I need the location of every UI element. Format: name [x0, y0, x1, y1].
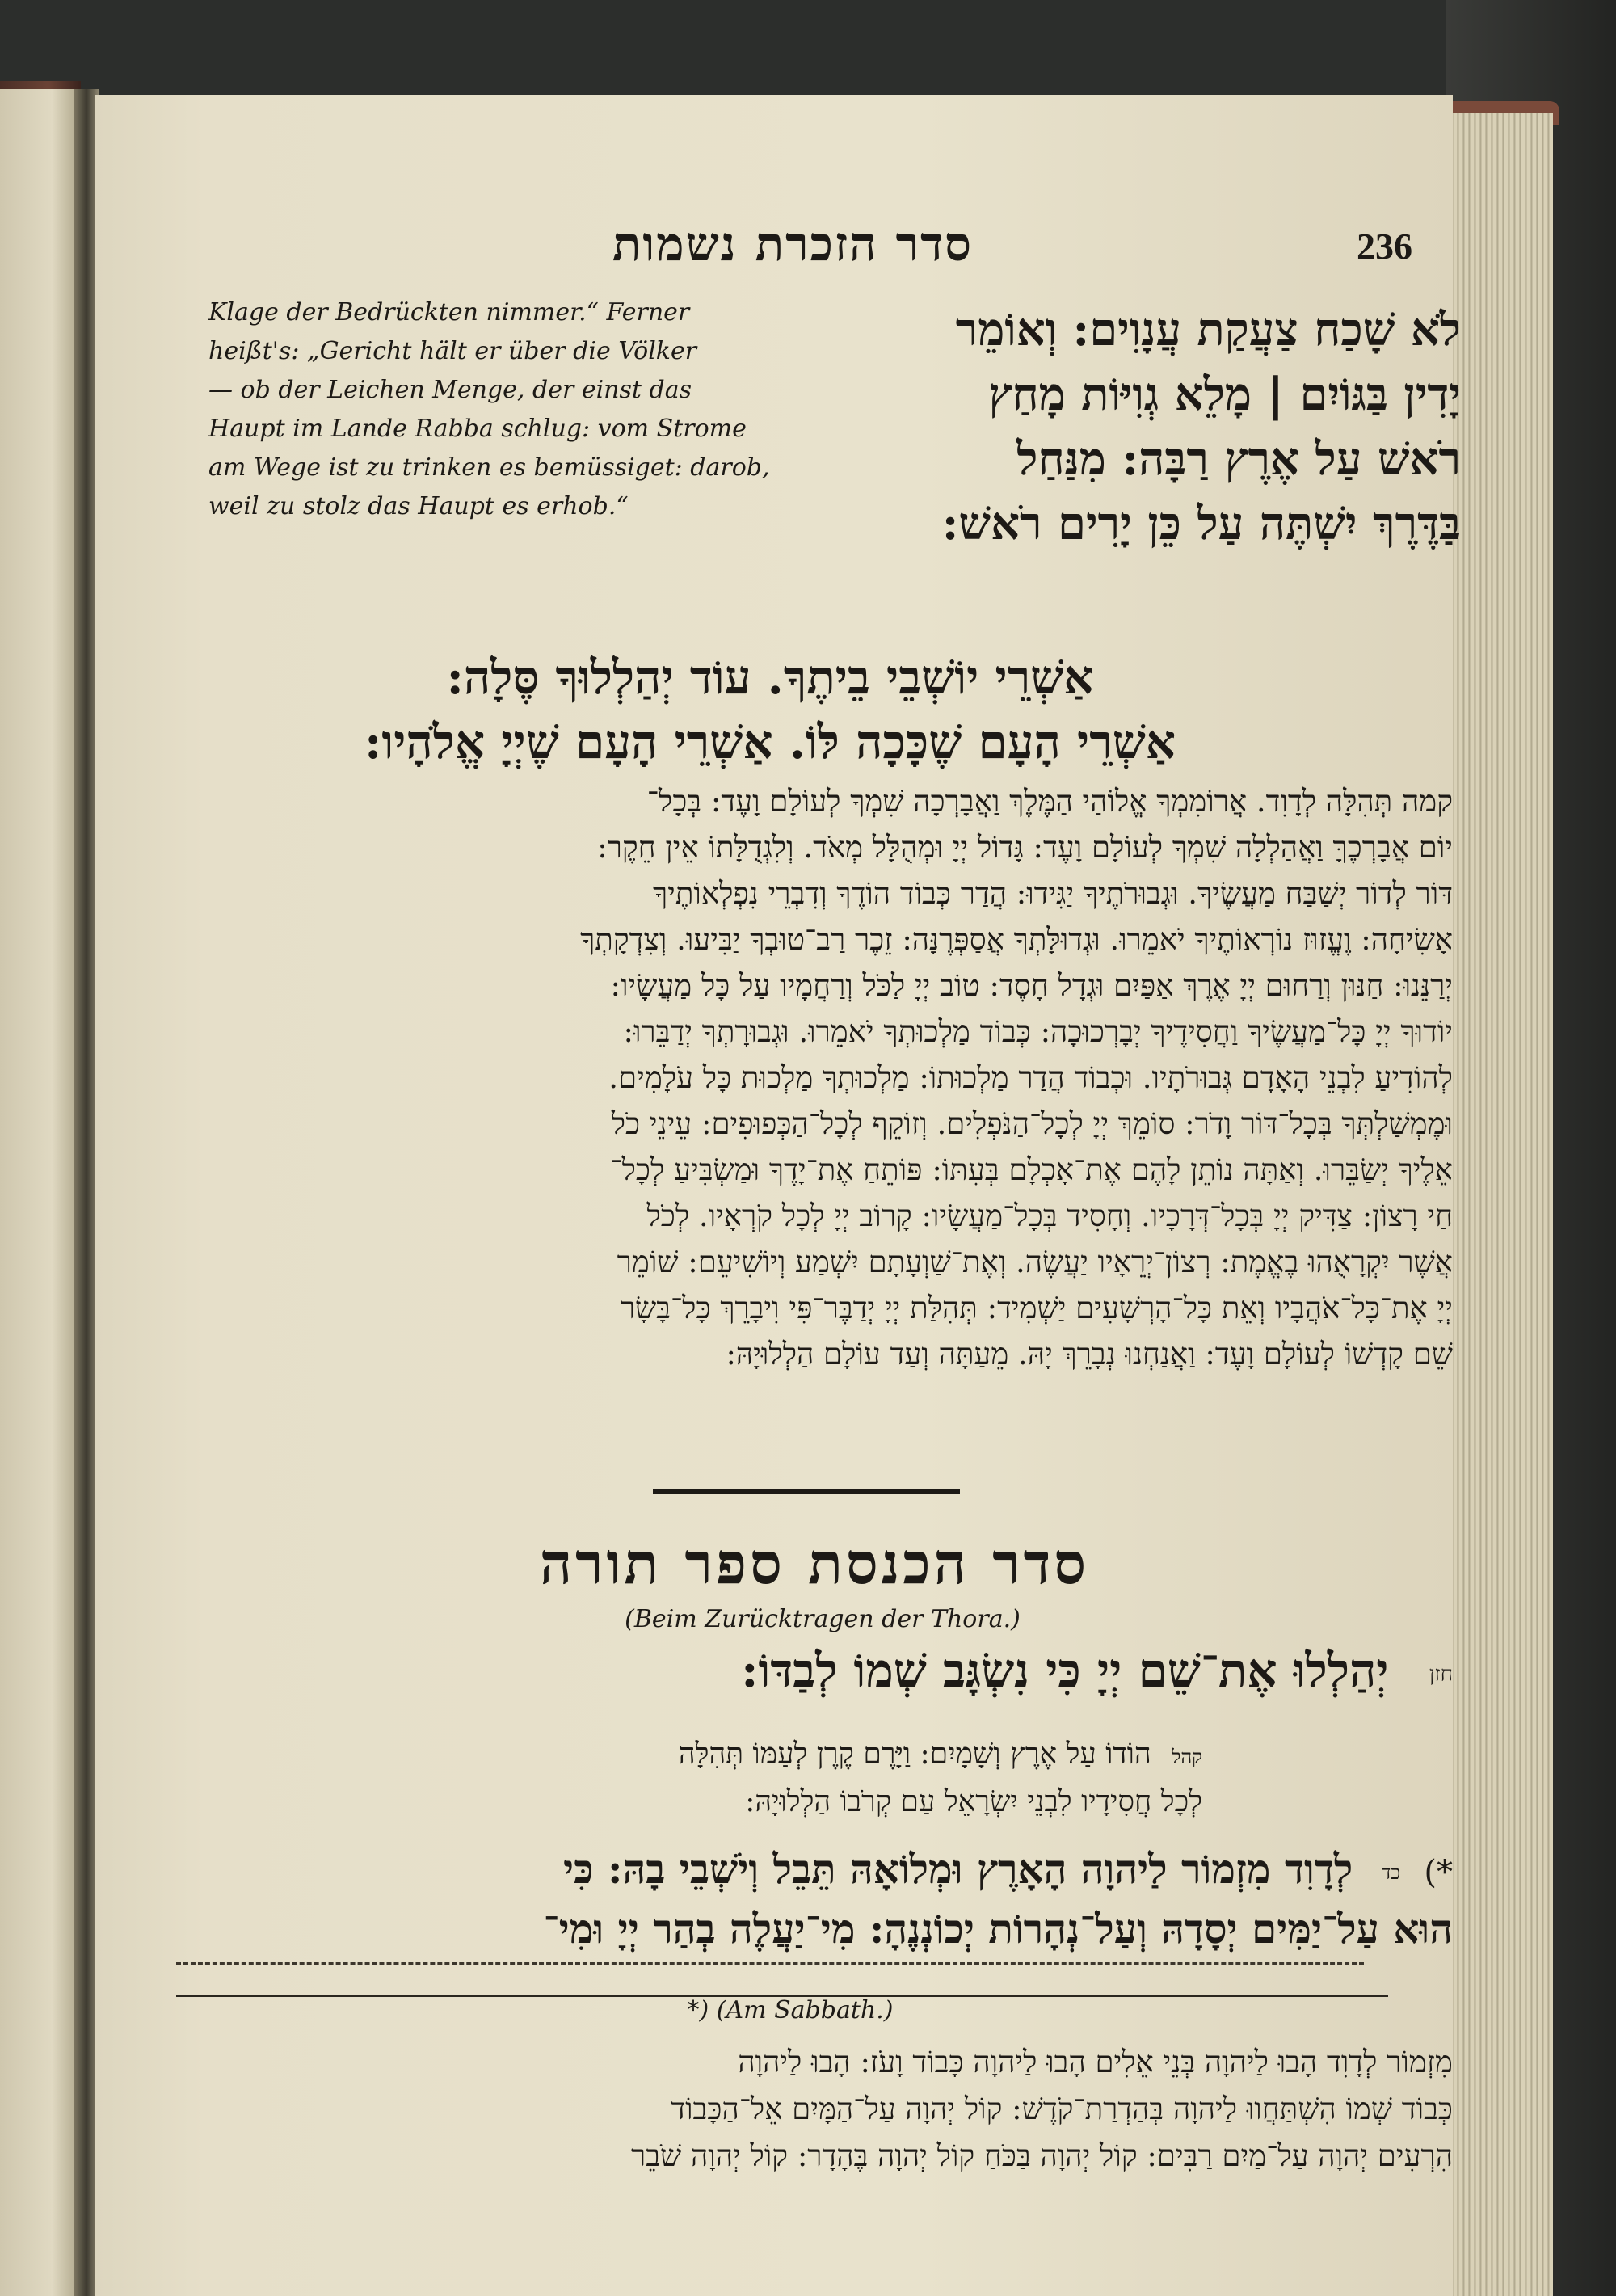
- footnote-line: כְּבוֹד שְׁמוֹ הִשְׁתַּחֲווּ לַיהוָה בְּהַדְרַת־קֹדֶשׁ: קוֹל יְהוָה עַל־הַמָּיִם אֵל־הַכָּבוֹד: [671, 2092, 1453, 2126]
- psalm-24-text: [176, 1841, 1453, 1957]
- ashrei-line: אַשְׁרֵי יוֹשְׁבֵי בֵיתֶךָ. עוֹד יְהַלְלוּךָ סֶּלָה:: [446, 650, 1094, 705]
- left-page-edge: [0, 89, 74, 2296]
- footnote-line: מִזְמוֹר לְדָוִד הָבוּ לַיהוָה בְּנֵי אֵלִים הָבוּ לַיהוָה כָּבוֹד וָעֹז: הָבוּ לַיהוָה: [738, 2045, 1453, 2079]
- psalm24-line: הוּא עַל־יַמִּים יְסָדָהּ וְעַל־נְהָרוֹת יְכוֹנְנֶהָ: מִי־יַעֲלֶה בְהַר יְיָ וּמִי־: [543, 1905, 1453, 1953]
- chazan-label: חזן: [1429, 1662, 1453, 1687]
- footnote-line: הִרְעִים יְהוָה עַל־מַיִם רַבִּים: קוֹל יְהוָה בַּכֹּחַ קוֹל יְהוָה בֶּהָדָר: קוֹל יְהוָה שֹׁבֵר: [631, 2138, 1453, 2173]
- dashed-rule: [176, 1962, 1364, 1965]
- ashrei-line: אַשְׁרֵי הָעָם שֶׁכָּכָה לּוֹ. אַשְׁרֵי הָעָם שֶׁיְיָ אֱלֹהָיו:: [364, 714, 1176, 769]
- hebrew-quote-line: יָדִין בַּגּוֹיִם | מָלֵא גְוִיּוֹת מָחַץ: [988, 368, 1461, 421]
- kahal-line: [475, 1732, 1202, 1780]
- kahal-line: לְכָל חֲסִידָיו לִבְנֵי יִשְׂרָאֵל עַם קְרֹבוֹ הַלְלוּיָהּ:: [745, 1785, 1202, 1818]
- psalm-line: דּוֹר לְדוֹר יְשַׁבַּח מַעֲשֶׂיךָ. וּגְבוּרֹתֶיךָ יַגִּידוּ: הֲדַר כְּבוֹד הוֹדֶךָ וְדִבְרֵי נִפְלְאוֹתֶיךָ: [652, 876, 1453, 911]
- german-translation: [208, 293, 879, 526]
- german-line: heißt's: „Gericht hält er über die Völker: [208, 337, 697, 365]
- psalm-line: חַי רָצוֹן: צַדִּיק יְיָ בְּכָל־דְּרָכָיו. וְחָסִיד בְּכָל־מַעֲשָׂיו: קָרוֹב יְיָ לְכָל קֹרְאָיו. לְכֹל: [646, 1199, 1453, 1233]
- chazan-verse: [289, 1643, 1453, 1698]
- footnote-psalm-29: [176, 2039, 1453, 2180]
- book-page: [95, 95, 1461, 2296]
- hebrew-quote-line: לֹא שָׁכַח צַעֲקַת עֲנָוִים: וְאוֹמֵר: [955, 303, 1461, 356]
- german-line: am Wege ist zu trinken es bemüssiget: darob,: [208, 453, 770, 482]
- hebrew-quote-line: רֹאשׁ עַל אֶרֶץ רַבָּה: מִנַּחַל: [1016, 432, 1461, 486]
- section-subtitle: (Beim Zurücktragen der Thora.): [625, 1605, 1021, 1633]
- section-divider: [653, 1489, 960, 1494]
- psalm-line: יְיָ אֶת־כָּל־אֹהֲבָיו וְאֵת כָּל־הָרְשָׁעִים יַשְׁמִיד: תְּהִלַּת יְיָ יְדַבֶּר־פִּי וִיבָרֵךְ כָּל־בָּשָׂר: [620, 1291, 1453, 1325]
- kahal-label: קהל: [1172, 1746, 1202, 1768]
- german-line: Haupt im Lande Rabba schlug: vom Strome: [208, 415, 747, 443]
- german-line: — ob der Leichen Menge, der einst das: [208, 376, 692, 404]
- psalm-line: קמה תְּהִלָּה לְדָוִד. אֲרוֹמִמְךָ אֱלוֹהַי הַמֶּלֶךְ וַאֲבָרְכָה שִׁמְךָ לְעוֹלָם וָעֶד: בְּכָל־: [646, 784, 1453, 819]
- german-line: Klage der Bedrückten nimmer.“ Ferner: [208, 298, 690, 326]
- psalm-line: יוֹם אֲבָרְכֶךָּ וַאֲהַלְלָה שִׁמְךָ לְעוֹלָם וָעֶד: גָּדוֹל יְיָ וּמְהֻלָּל מְאֹד. וְלִגְדֻלָּתוֹ אֵין חֵקֶר:: [597, 830, 1453, 865]
- german-line: weil zu stolz das Haupt es erhob.“: [208, 492, 629, 520]
- chazan-text: יְהַלְלוּ אֶת־שֵׁם יְיָ כִּי נִשְׂגָּב שְׁמוֹ לְבַדּוֹ:: [741, 1643, 1389, 1698]
- psalm24-label: כד: [1381, 1861, 1400, 1884]
- running-title: סדר הזכרת נשמות: [612, 217, 974, 272]
- kahal-text: הוֹדוֹ עַל אֶרֶץ וְשָׁמָיִם: וַיָּרֶם קֶרֶן לְעַמּוֹ תְּהִלָּה: [678, 1738, 1151, 1771]
- page-number: 236: [1357, 225, 1412, 267]
- psalm-145-text: [176, 778, 1453, 1377]
- psalm24-text: לְדָוִד מִזְמוֹר לַיהוָה הָאָרֶץ וּמְלוֹאָהּ תֵּבֵל וְיֹשְׁבֵי בָהּ: כִּי: [563, 1845, 1353, 1893]
- footnote-label: *) (Am Sabbath.): [687, 1996, 894, 2024]
- psalm24-line: [176, 1841, 1453, 1901]
- section-title: סדר הכנסת ספר תורה: [539, 1530, 1090, 1597]
- kahal-response: [475, 1732, 1202, 1825]
- psalm-line: יוֹדוּךָ יְיָ כָּל־מַעֲשֶׂיךָ וַחֲסִידֶיךָ יְבָרְכוּכָה: כְּבוֹד מַלְכוּתְךָ יֹאמֵרוּ. וּגְבוּרָתְךָ יְדַבֵּרוּ:: [623, 1014, 1453, 1049]
- running-head: [112, 217, 1412, 281]
- psalm-line: אֵלֶיךָ יְשַׂבֵּרוּ. וְאַתָּה נוֹתֵן לָהֶם אֶת־אָכְלָם בְּעִתּוֹ: פּוֹתֵחַ אֶת־יָדֶךָ וּמַשְׂבִּיעַ לְכָל־: [610, 1152, 1453, 1187]
- ashrei-heading: [273, 645, 1267, 774]
- psalm-line: שֵׁם קָדְשׁוֹ לְעוֹלָם וָעֶד: וַאֲנַחְנוּ נְבָרֵךְ יָהּ. מֵעַתָּה וְעַד עוֹלָם הַלְלוּיָהּ:: [726, 1337, 1453, 1371]
- psalm-line: אָשִׂיחָה: וֶעֱזוּז נוֹרְאוֹתֶיךָ יֹאמֵרוּ. וּגְדוּלָּתְךָ אֲסַפְּרֶנָּה: זֵכֶר רַב־טוּבְךָ יַבִּיעוּ. וְצִדְקָתְךָ: [580, 922, 1453, 957]
- hebrew-quote: [903, 297, 1461, 556]
- hebrew-quote-line: בַּדֶּרֶךְ יִשְׁתֶּה עַל כֵּן יָרִים רֹאשׁ:: [941, 497, 1461, 550]
- footnote-mark: *): [1424, 1854, 1453, 1891]
- psalm-line: וּמֶמְשַׁלְתְּךָ בְּכָל־דּוֹר וָדֹר: סוֹמֵךְ יְיָ לְכָל־הַנֹּפְלִים. וְזוֹקֵף לְכָל־הַכְּפוּפִים: עֵינֵי כֹל: [611, 1106, 1453, 1141]
- psalm-line: יְרַנֵּנוּ: חַנּוּן וְרַחוּם יְיָ אֶרֶךְ אַפַּיִם וּגְדָל חָסֶד: טוֹב יְיָ לַכֹּל וְרַחֲמָיו עַל כָּל מַעֲשָׂיו:: [610, 968, 1453, 1003]
- page-stack-edges: [1446, 113, 1553, 2296]
- psalm-line: לְהוֹדִיעַ לִבְנֵי הָאָדָם גְּבוּרֹתָיו. וּכְבוֹד הֲדַר מַלְכוּתוֹ: מַלְכוּתְךָ מַלְכוּת כָּל עֹלָמִים.: [608, 1060, 1453, 1095]
- psalm-line: אֲשֶׁר יִקְרָאֻהוּ בֶאֱמֶת: רְצוֹן־יְרֵאָיו יַעֲשֶׂה. וְאֶת־שַׁוְעָתָם יִשְׁמַע וְיוֹשִׁיעֵם: שׁוֹמֵר: [617, 1245, 1453, 1279]
